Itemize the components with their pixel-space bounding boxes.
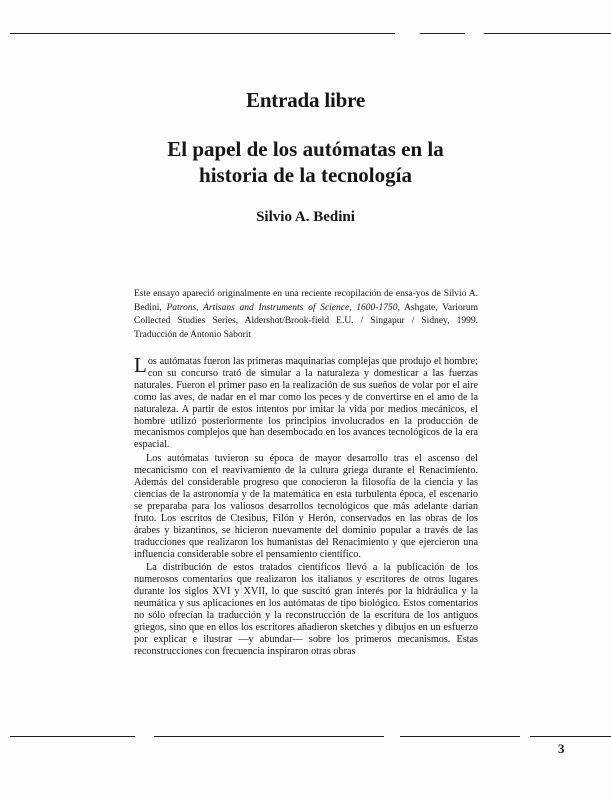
note-book-title: Patrons, Artisans and Instruments of Science, 1600-1750 — [166, 302, 398, 313]
author-name: Silvio A. Bedini — [256, 209, 355, 225]
paragraph-1 — [134, 353, 478, 451]
top-rule-right — [484, 33, 611, 34]
paragraph-2: Los autómatas tuvieron su época de mayor desarrollo tras el ascenso del mecanicismo con el reavivamiento de la cultura griega durante el Renacimiento. Además del considerable progreso que conocieron la filosofía de la ciencia y las ciencias de la astronomía y de la matemática en esta turbulenta época, el escenario se preparaba para los valiosos desarrollos tecnológicos que más adelante darían fruto. Los escritos de Ctesibus, Filón y Herón, conservados en las obras de los árabes y bizantinos, se hicieron nuevamente del dominio popular a través de las traducciones que realizaron los humanistas del Renacimiento y que ejercieron una influencia considerable sobre el pensamiento científico. — [134, 453, 478, 560]
bottom-rule-mid — [154, 736, 384, 737]
bottom-rule-right-a — [400, 736, 520, 737]
drop-cap: L — [134, 353, 147, 377]
article-title-line1: El papel de los autómatas en la — [167, 137, 444, 161]
paragraph-1-text: os autómatas fueron las primeras maquinarias complejas que produjo el hombre; con su concurso trató de simular a la naturaleza y domesticar a las fuerzas naturales. Fueron el primer paso en la realización de sus sueños de volar por el aire como las aves, de nadar en el mar como los peces y de convertirse en el amo de la naturaleza. A partir de estos intentos por imitar la vida por medios mecánicos, el hombre utilizó posteriormente los principios involucrados en la producción de mecanismos complejos que han desembocado en los avances tecnológicos de la era espacial. — [134, 356, 478, 451]
article-title — [0, 136, 611, 188]
bottom-rule-right-b — [530, 736, 611, 737]
top-rule-left — [10, 33, 395, 34]
top-rule-mid — [420, 33, 465, 34]
page-number: 3 — [558, 741, 565, 756]
article-title-line2: historia de la tecnología — [199, 163, 412, 187]
note-text-2: , Ashgate, Variorum Collected Studies Series, Aldershot/Brook-field E.U. / Singapur / Sidney, 1999. Traducción de Antonio Saborit — [134, 302, 479, 340]
translator-note — [134, 288, 478, 342]
paragraph-3: La distribución de estos tratados científicos llevó a la publicación de los numerosos comentarios que realizaron los italianos y escritores de otros lugares durante los siglos XVI y XVII, lo que suscitó gran interés por la hidráulica y la neumática y sus aplicaciones en los autómatas de tipo biológico. Estos comentarios no sólo ofrecían la traducción y la reconstrucción de la escritura de los antiguos griegos, sino que en ellos los escritores añadieron sketches y dibujos en un esfuerzo por explicar e ilustrar —y abundar— sobre los primeros mecanismos. Estas reconstrucciones con frecuencia inspiraron otras obras — [134, 562, 478, 657]
section-title: Entrada libre — [246, 88, 365, 112]
article-body — [134, 353, 478, 660]
note-text-1: Este ensayo apareció originalmente en una reciente recopilación de ensa-yos de Silvio A. Bedini, — [134, 289, 478, 313]
bottom-rule-left — [10, 736, 135, 737]
